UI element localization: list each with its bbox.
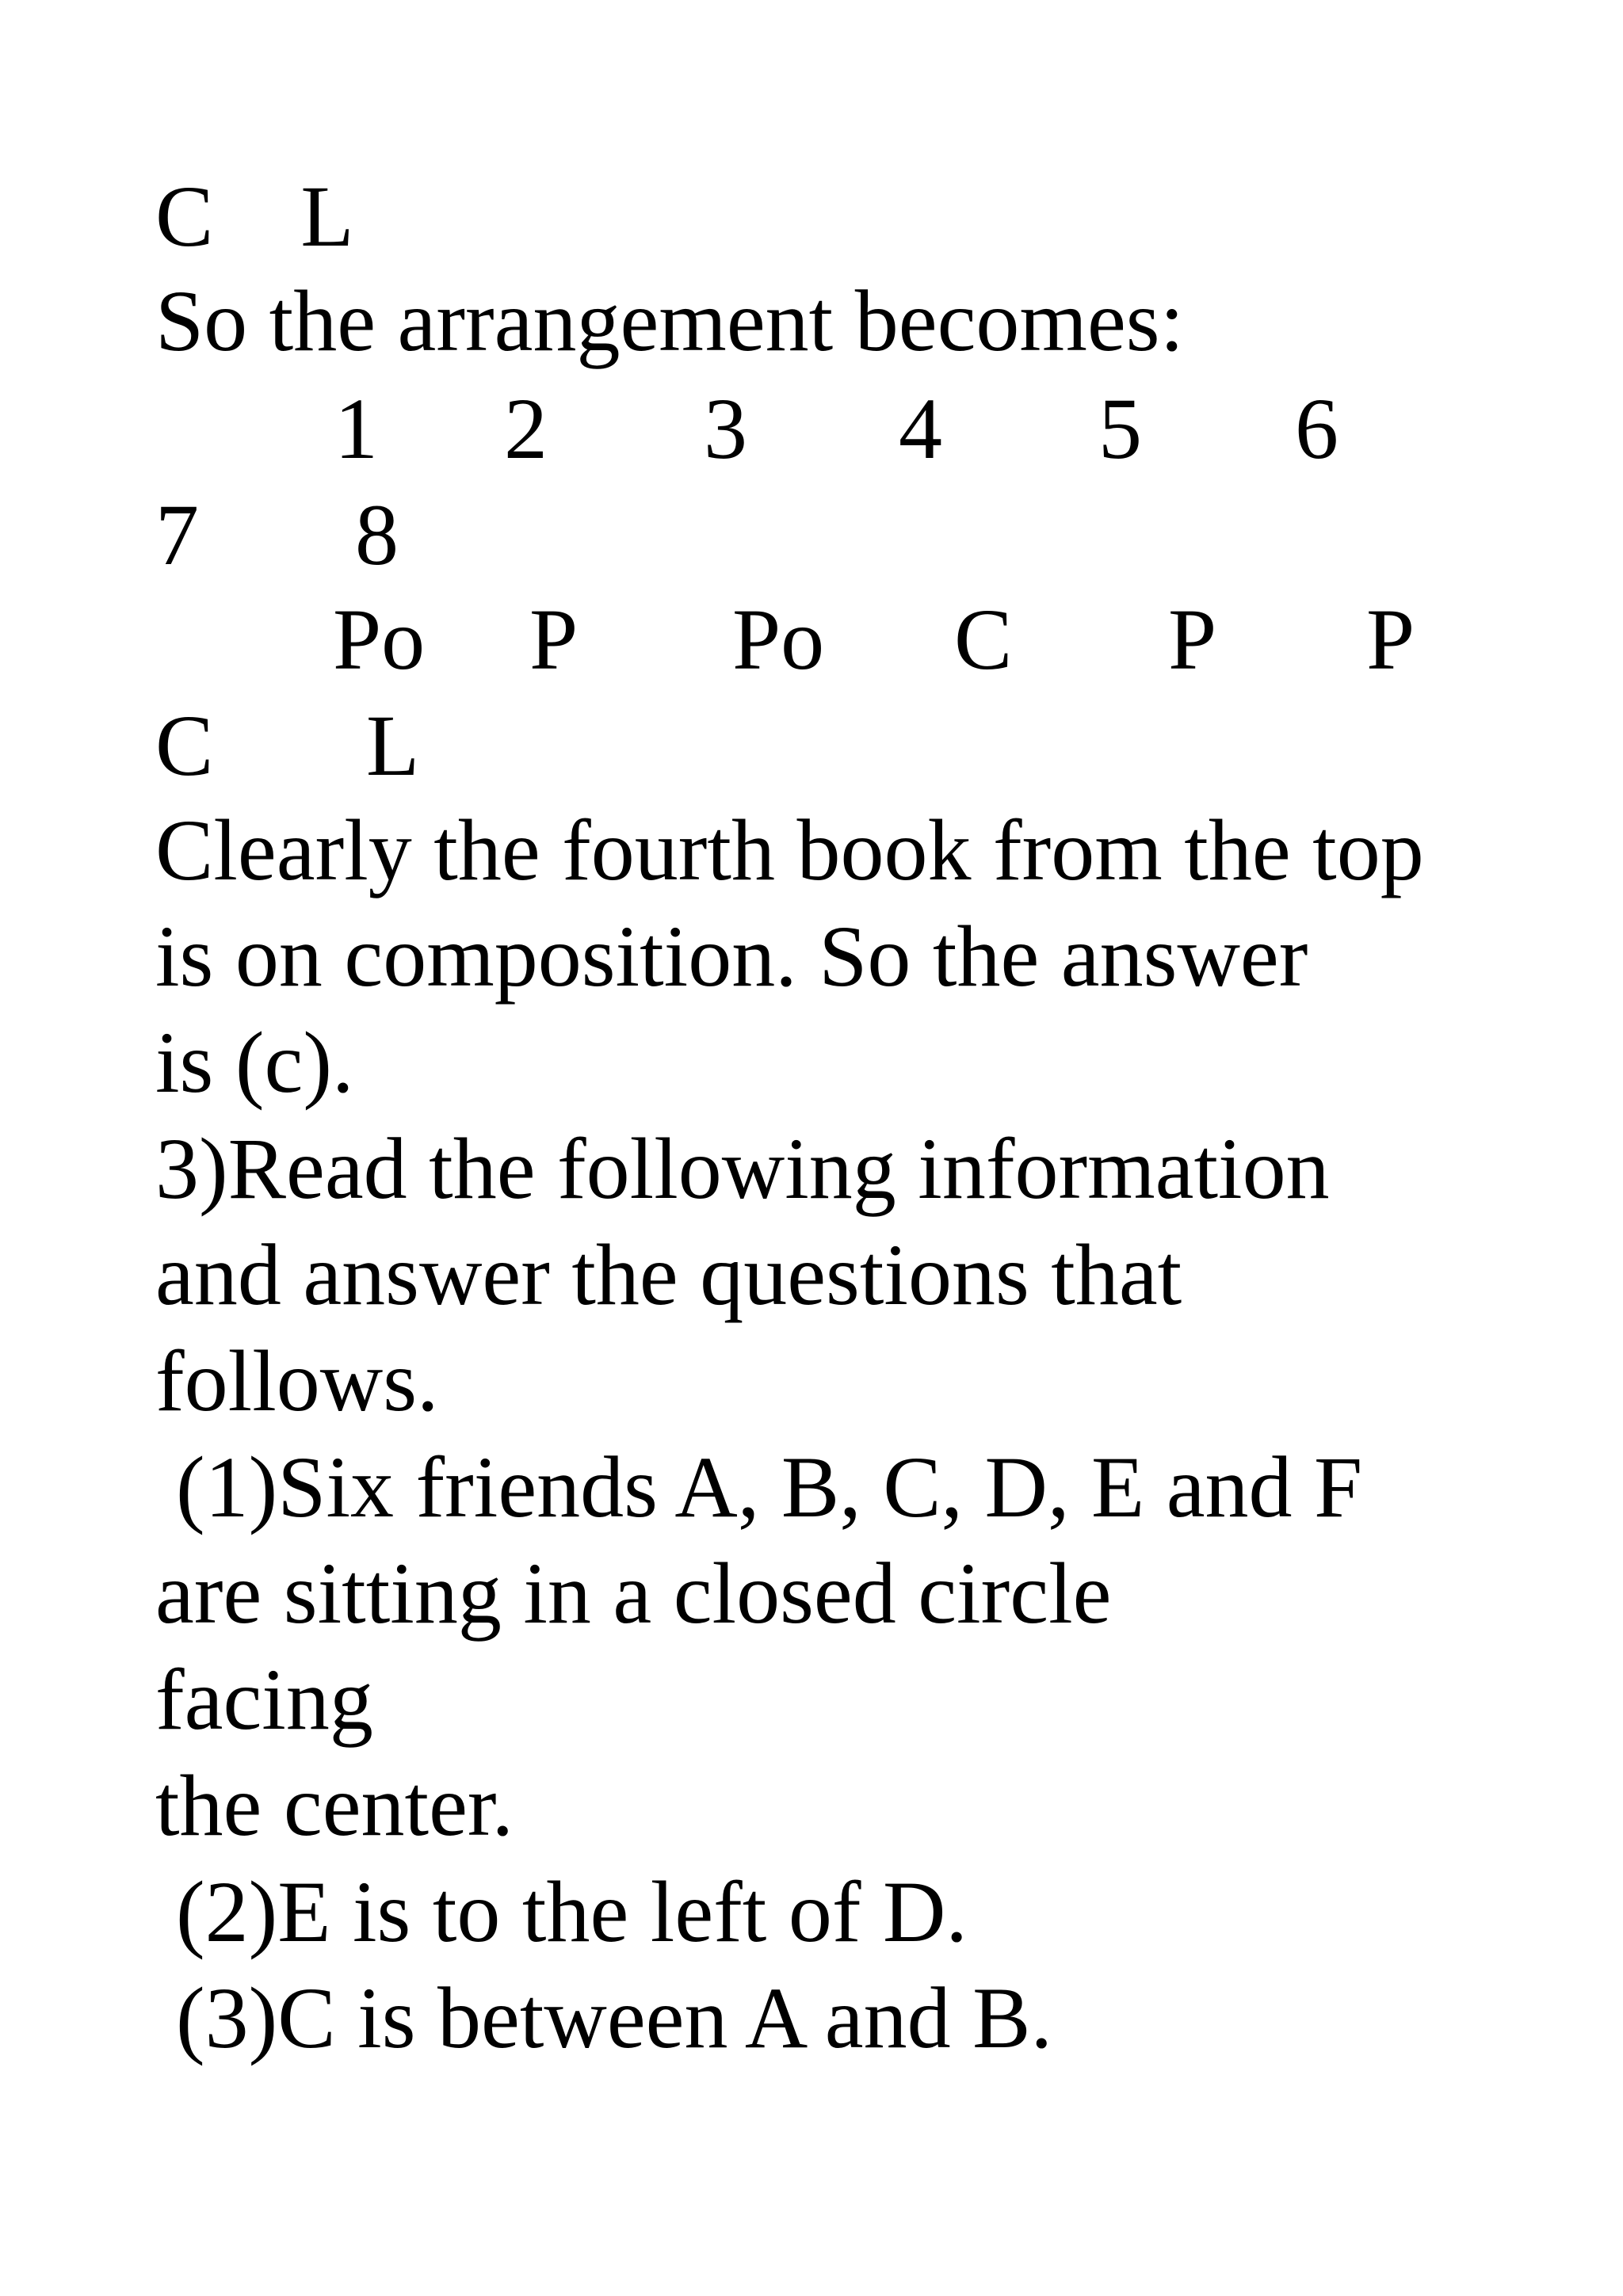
text-line-the-center: the center. [155, 1757, 514, 1854]
text-line-clearly: Clearly the fourth book from the top [155, 802, 1424, 898]
book-label-6: P [1366, 591, 1415, 688]
book-label-3: Po [732, 591, 825, 688]
position-number-3: 3 [704, 380, 747, 477]
text-line-facing: facing [155, 1651, 373, 1748]
position-number-1: 1 [334, 380, 378, 477]
text-line-arrangement-becomes: So the arrangement becomes: [155, 273, 1185, 369]
text-line-answer-questions: and answer the questions that [155, 1226, 1182, 1323]
book-label-4: C [954, 591, 1013, 688]
text-line-e-left-of-d: (2)E is to the left of D. [176, 1863, 968, 1960]
text-line-composition: is on composition. So the answer [155, 908, 1308, 1005]
book-label-8: L [366, 697, 420, 794]
text-line-is-c: is (c). [155, 1014, 354, 1111]
book-label-2: P [529, 591, 579, 688]
book-label-5: P [1168, 591, 1217, 688]
position-number-7: 7 [155, 486, 199, 583]
book-label-1: Po [333, 591, 426, 688]
position-number-5: 5 [1098, 380, 1142, 477]
text-line-closed-circle: are sitting in a closed circle [155, 1545, 1112, 1642]
position-number-6: 6 [1295, 380, 1338, 477]
position-number-2: 2 [504, 380, 548, 477]
book-label-7: C [155, 697, 214, 794]
position-number-8: 8 [355, 486, 399, 583]
text-line-c-l-top: C L [155, 168, 354, 265]
position-number-4: 4 [899, 380, 942, 477]
text-line-six-friends: (1)Six friends A, B, C, D, E and F [176, 1439, 1363, 1535]
text-line-follows: follows. [155, 1333, 439, 1429]
text-line-c-between: (3)C is between A and B. [176, 1970, 1052, 2066]
text-line-read-following: 3)Read the following information [155, 1120, 1330, 1217]
